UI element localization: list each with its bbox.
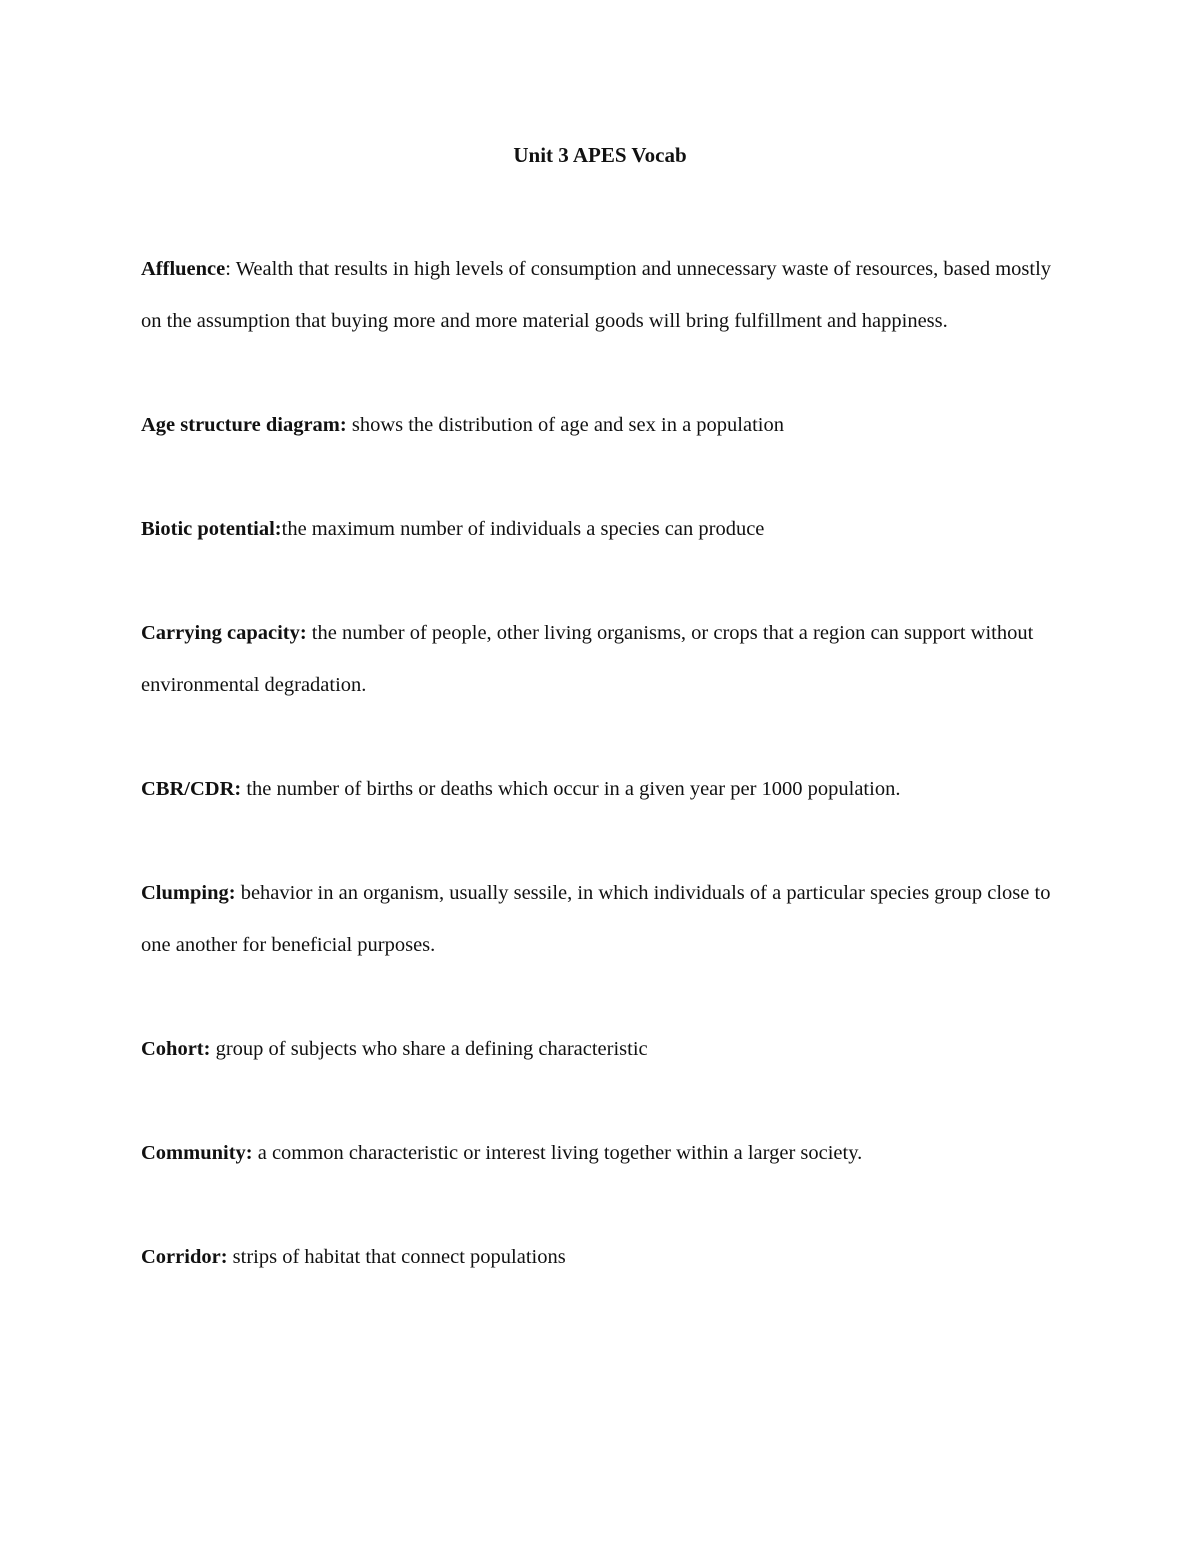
vocab-term: CBR/CDR: (141, 778, 242, 800)
vocab-entry-corridor (141, 1231, 1066, 1283)
vocab-entry-clumping (141, 867, 1066, 971)
vocab-definition: the maximum number of individuals a species can produce (281, 518, 765, 540)
vocab-entry-community (141, 1127, 1066, 1179)
vocab-entry-cohort (141, 1023, 1066, 1075)
vocab-entry-biotic-potential (141, 503, 1066, 555)
vocab-definition: Wealth that results in high levels of consumption and unnecessary waste of resources, based mostly on the assumption that buying more and more material goods will bring fulfillment and happiness. (141, 258, 1052, 332)
vocab-entry-affluence (141, 243, 1066, 347)
vocab-definition: a common characteristic or interest living together within a larger society. (252, 1142, 863, 1164)
page-title: Unit 3 APES Vocab (513, 143, 687, 167)
vocab-definition: group of subjects who share a defining characteristic (210, 1038, 648, 1060)
vocab-term: Biotic potential: (141, 518, 282, 540)
vocab-term: Age structure diagram: (141, 414, 347, 436)
vocab-entry-carrying-capacity (141, 607, 1066, 711)
vocab-definition: the number of births or deaths which occur in a given year per 1000 population. (241, 778, 901, 800)
vocab-term: Carrying capacity: (141, 622, 307, 644)
vocab-term: Community: (141, 1142, 253, 1164)
vocab-term: Corridor: (141, 1246, 228, 1268)
vocab-term: Affluence (141, 258, 226, 280)
vocab-list (141, 243, 1066, 1335)
vocab-entry-age-structure-diagram (141, 399, 1066, 451)
vocab-definition: the number of people, other living organisms, or crops that a region can support without environmental degradation. (141, 622, 1034, 696)
vocab-entry-cbr-cdr (141, 763, 1066, 815)
vocab-definition: behavior in an organism, usually sessile, in which individuals of a particular species group close to one another for beneficial purposes. (141, 882, 1051, 956)
vocab-definition: shows the distribution of age and sex in a population (346, 414, 784, 436)
vocab-term-separator: : (225, 258, 231, 280)
vocab-term: Clumping: (141, 882, 236, 904)
vocab-definition: strips of habitat that connect populations (227, 1246, 566, 1268)
vocab-term: Cohort: (141, 1038, 211, 1060)
